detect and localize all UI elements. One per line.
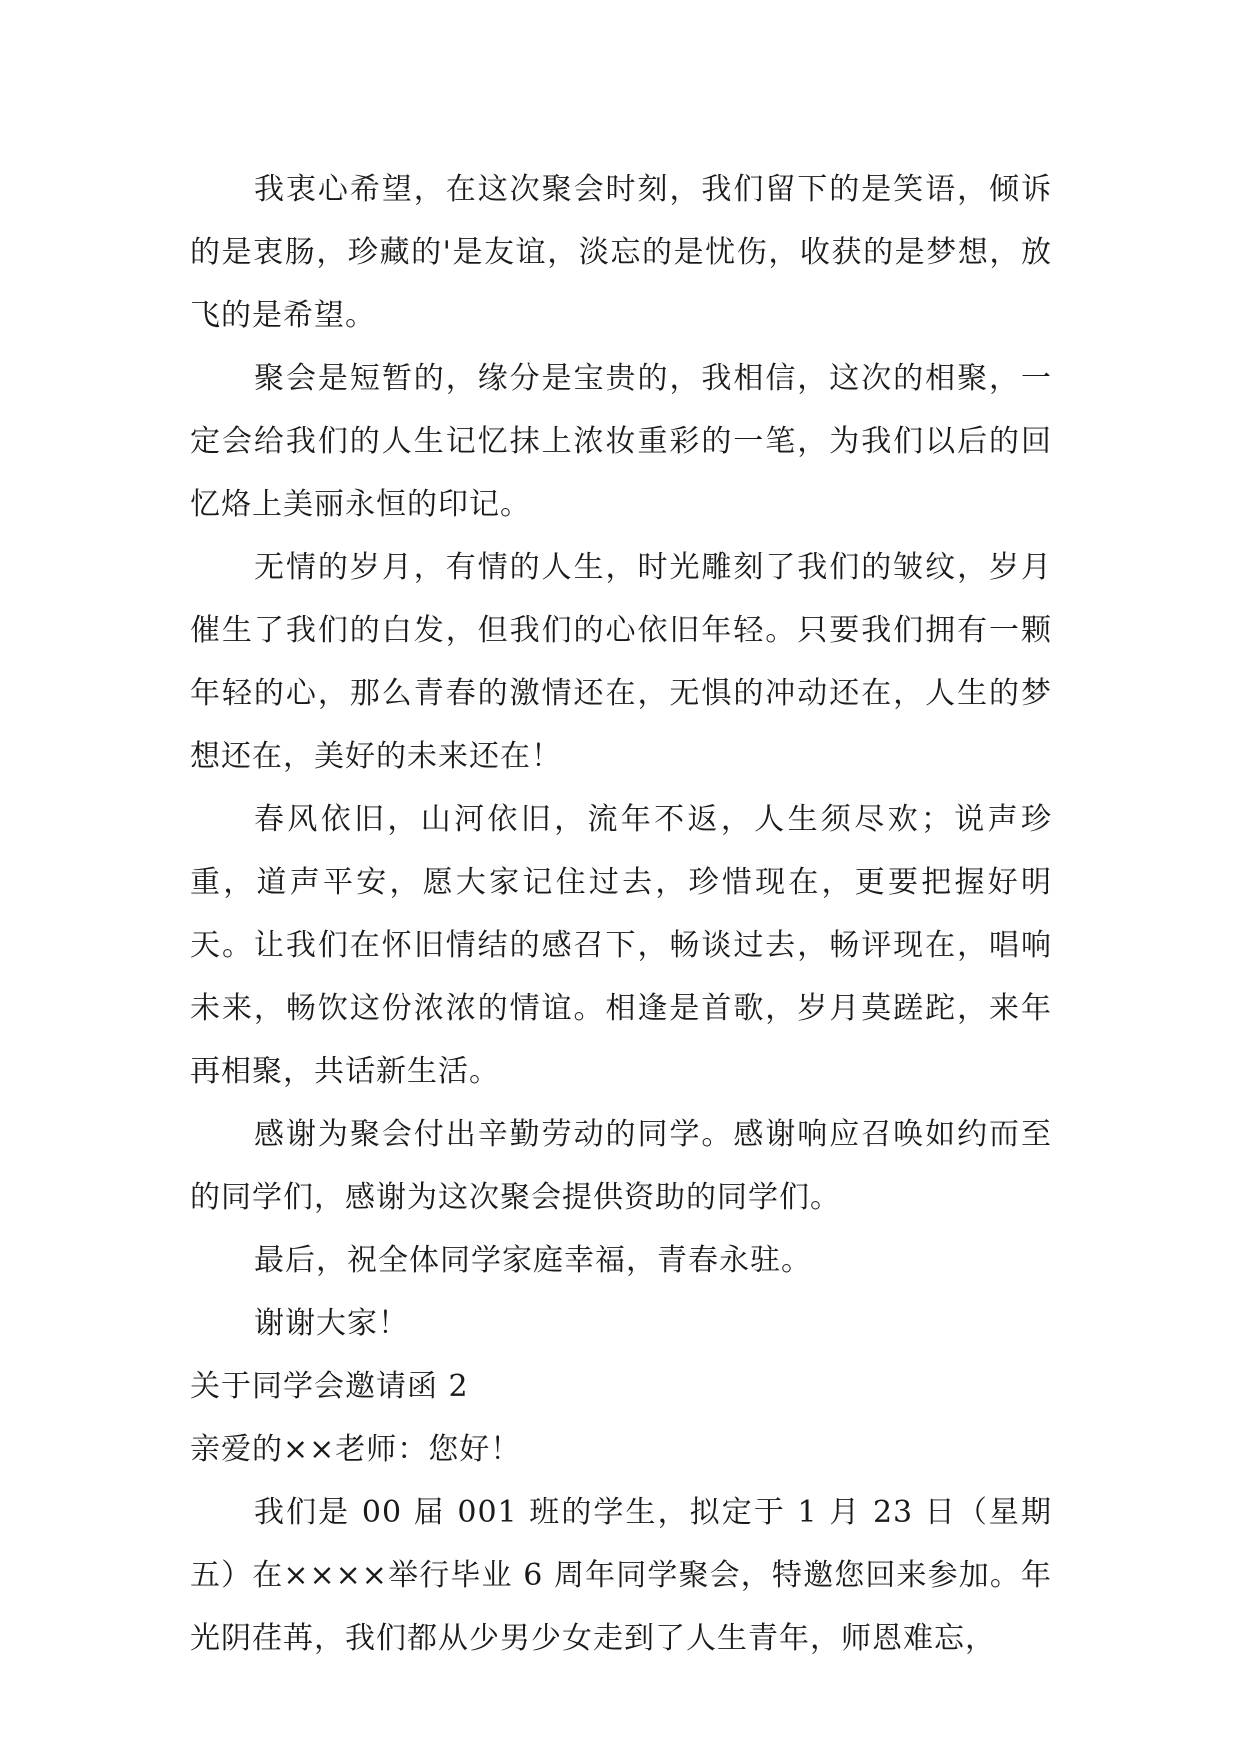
document-page <box>190 158 1052 1670</box>
paragraph-spring: 春风依旧，山河依旧，流年不返，人生须尽欢；说声珍重，道声平安，愿大家记住过去，珍惜现在，更要把握好明天。让我们在怀旧情结的感召下，畅谈过去，畅评现在，唱响未来，畅饮这份浓浓的情谊。相逢是首歌，岁月莫蹉跎，来年再相聚，共话新生活。 <box>190 802 1052 1089</box>
paragraph-invitation: 我们是 00 届 001 班的学生，拟定于 1 月 23 日（星期五）在××××举行毕业 6 周年同学聚会，特邀您回来参加。年光阴荏苒，我们都从少男少女走到了人生青年，师恩难忘， <box>190 1495 1052 1656</box>
paragraph-blessing: 最后，祝全体同学家庭幸福，青春永驻。 <box>254 1243 812 1278</box>
greeting-line: 亲爱的××老师：您好！ <box>190 1432 522 1467</box>
paragraph-time: 无情的岁月，有情的人生，时光雕刻了我们的皱纹，岁月催生了我们的白发，但我们的心依旧年轻。只要我们拥有一颗年轻的心，那么青春的激情还在，无惧的冲动还在，人生的梦想还在，美好的未来还在！ <box>190 550 1052 774</box>
paragraph-thanks: 感谢为聚会付出辛勤劳动的同学。感谢响应召唤如约而至的同学们，感谢为这次聚会提供资助的同学们。 <box>190 1117 1052 1215</box>
paragraph-closing: 谢谢大家！ <box>254 1306 409 1341</box>
section-title: 关于同学会邀请函 2 <box>190 1369 469 1404</box>
paragraph-hope: 我衷心希望，在这次聚会时刻，我们留下的是笑语，倾诉的是衷肠，珍藏的'是友谊，淡忘的是忧伤，收获的是梦想，放飞的是希望。 <box>190 172 1052 333</box>
paragraph-gathering: 聚会是短暂的，缘分是宝贵的，我相信，这次的相聚，一定会给我们的人生记忆抹上浓妆重彩的一笔，为我们以后的回忆烙上美丽永恒的印记。 <box>190 361 1052 522</box>
